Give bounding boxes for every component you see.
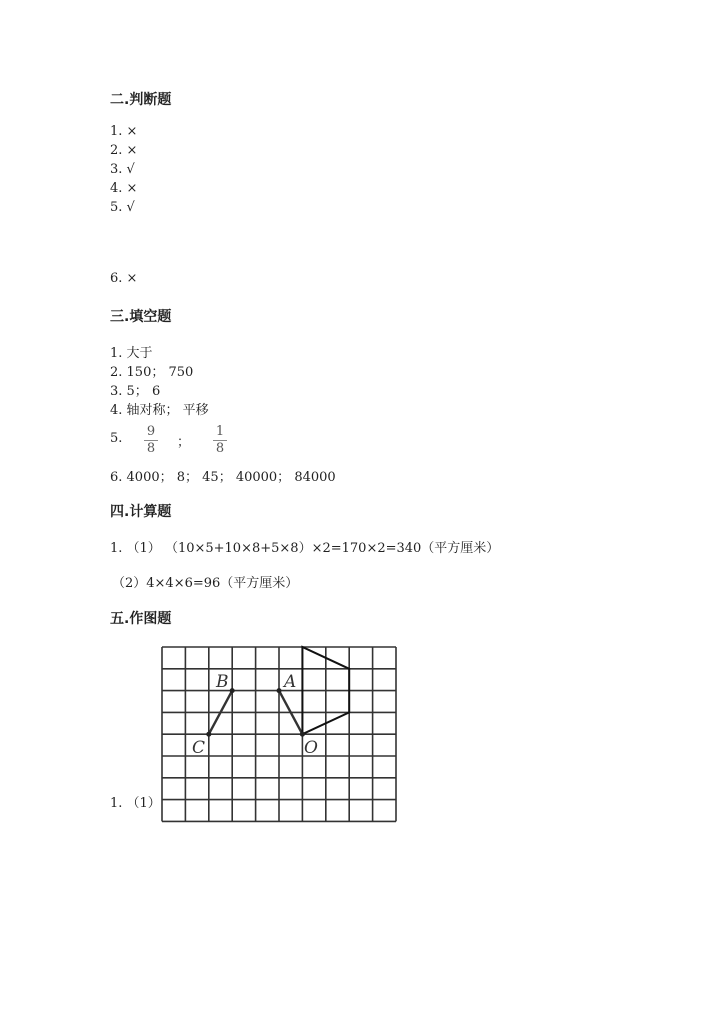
grid-figure: [160, 645, 400, 825]
section-calc-title: 四.计算题: [110, 504, 172, 520]
separator: ；: [177, 435, 191, 450]
calc-line: （2）4×4×6=96（平方厘米）: [112, 576, 299, 591]
fill-item-5-label: 5.: [110, 431, 123, 446]
point-o: [300, 732, 305, 737]
section-fill-title: 三.填空题: [110, 309, 172, 325]
numerator: 9: [144, 424, 158, 441]
calc-line: 1. （1） （10×5+10×8+5×8）×2=170×2=340（平方厘米）: [110, 541, 500, 556]
point-b: [230, 688, 235, 693]
point-a: [277, 688, 282, 693]
fill-item: 2. 150； 750: [110, 365, 194, 380]
judgment-item: 4. ×: [110, 181, 138, 196]
label-c: C: [192, 738, 206, 758]
numerator: 1: [213, 424, 227, 441]
fill-item: 3. 5； 6: [110, 384, 161, 399]
denominator: 8: [215, 441, 225, 456]
grid-lines: [162, 647, 396, 821]
point-c: [206, 732, 211, 737]
draw-item-label: 1. （1）: [110, 796, 161, 811]
judgment-item: 6. ×: [110, 271, 138, 286]
judgment-item: 1. ×: [110, 124, 138, 139]
judgment-item: 5. √: [110, 200, 135, 215]
denominator: 8: [146, 441, 156, 456]
fill-item: 4. 轴对称； 平移: [110, 403, 209, 418]
section-draw-title: 五.作图题: [110, 611, 172, 627]
label-b: B: [216, 672, 229, 692]
label-a: A: [284, 672, 297, 692]
judgment-item: 3. √: [110, 162, 135, 177]
fraction: [213, 424, 227, 457]
section-judgment-title: 二.判断题: [110, 92, 172, 108]
fraction: [144, 424, 158, 457]
label-o: O: [304, 738, 318, 758]
fill-item: 6. 4000； 8； 45； 40000； 84000: [110, 470, 336, 485]
fill-item: 1. 大于: [110, 346, 153, 361]
judgment-item: 2. ×: [110, 143, 138, 158]
